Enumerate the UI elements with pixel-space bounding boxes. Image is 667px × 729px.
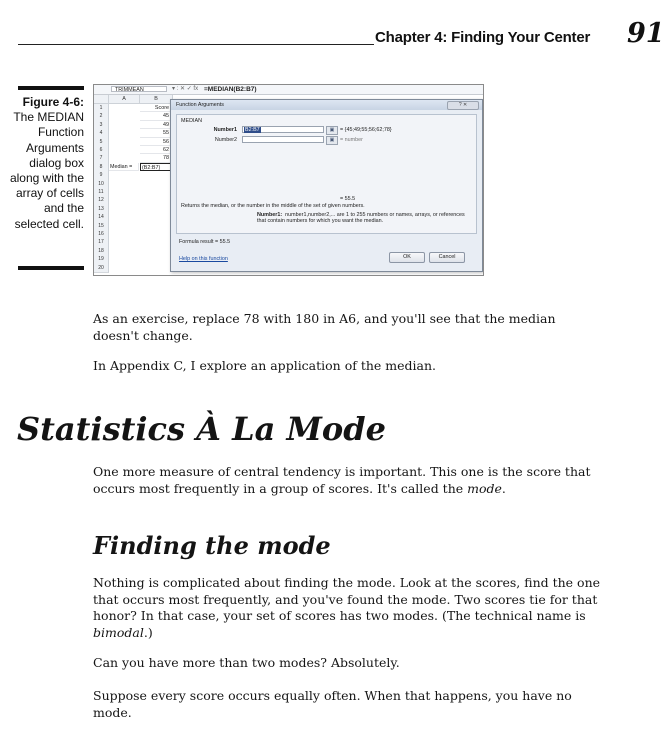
figure-caption [2,95,84,232]
row-header[interactable]: 16 [94,230,109,239]
row-header[interactable]: 11 [94,188,109,197]
row-header[interactable]: 8 [94,163,109,172]
row-header[interactable]: 14 [94,213,109,222]
collapse-dialog-icon[interactable]: ▣ [326,126,338,135]
row-header[interactable]: 20 [94,264,109,273]
cell-score[interactable]: 56 [140,138,172,146]
paragraph-text: . [501,480,506,496]
number1-value: B2:B7 [245,127,260,133]
row-header[interactable]: 10 [94,180,109,189]
paragraph: As an exercise, replace 78 with 180 in A6, and you'll see that the median doesn't change. [93,311,556,343]
argument-help-label: Number1: [257,212,283,218]
function-arguments-dialog [170,99,483,272]
collapse-dialog-icon[interactable]: ▣ [326,136,338,145]
formula-bar-icons[interactable]: ▾ : ✕ ✓ fx [172,86,199,92]
ok-button[interactable]: OK [389,252,425,263]
cell-score[interactable]: 45 [140,112,172,120]
row-header[interactable]: 9 [94,171,109,180]
paragraph: Suppose every score occurs equally often. When that happens, you have no mode. [93,688,572,720]
dialog-help-close-buttons[interactable]: ? ✕ [447,101,479,110]
active-cell-b8[interactable]: (B2:B7) [140,163,172,171]
formula-input[interactable]: =MEDIAN(B2:B7) [204,86,257,93]
row-header[interactable]: 15 [94,222,109,231]
row-header[interactable]: 3 [94,121,109,130]
formula-result: Formula result = 55.5 [179,239,231,245]
number2-label: Number2 [214,137,237,143]
row-header[interactable]: 1 [94,104,109,113]
function-description: Returns the median, or the number in the middle of the set of given numbers. [181,203,365,209]
help-on-function-link[interactable]: Help on this function [179,256,228,262]
row-header[interactable]: 13 [94,205,109,214]
cell-score[interactable]: 55 [140,129,172,137]
cell-b1-score-header[interactable]: Score [140,104,172,112]
paragraph-text: .) [143,624,153,640]
number1-input[interactable] [242,126,324,133]
page-number: 91 [627,18,665,49]
paragraph [93,575,603,641]
subsection-heading: Finding the mode [93,531,331,560]
chapter-title: Chapter 4: Finding Your Center [375,29,591,46]
number1-result: = {45;49;55;56;62;78} [340,127,392,133]
column-header-b[interactable]: B [140,95,173,104]
argument-help [257,212,472,224]
row-header[interactable]: 19 [94,255,109,264]
number2-result: = number [340,137,363,143]
row-header[interactable]: 6 [94,146,109,155]
emphasis: mode [467,480,502,496]
column-header-a[interactable]: A [109,95,140,104]
emphasis: bimodal [93,624,144,640]
cell-score[interactable]: 49 [140,121,172,129]
header-rule [18,44,374,45]
caption-bar-top [18,86,84,90]
cell-a8-median-label[interactable]: Median = [109,163,139,171]
row-header[interactable]: 7 [94,154,109,163]
section-heading: Statistics À La Mode [17,410,386,448]
row-header[interactable]: 2 [94,112,109,121]
row-header[interactable]: 18 [94,247,109,256]
select-all-corner[interactable] [94,95,109,104]
number2-input[interactable] [242,136,324,143]
caption-bar-bottom [18,266,84,270]
name-box[interactable]: TRIMMEAN [111,86,167,92]
paragraph-text: One more measure of central tendency is important. This one is the score that occurs most frequently in a group of scores. It's called the [93,464,591,496]
dialog-title[interactable]: Function Arguments [171,100,482,110]
excel-screenshot [93,84,484,276]
paragraph-text: Nothing is complicated about finding the mode. Look at the scores, find the one that occurs most frequently, and you've found the mode. Two scores tie for that honor? In that case, your set of scores has two modes. (The technical name is [93,575,601,623]
arguments-group [176,114,477,234]
paragraph: In Appendix C, I explore an application of the median. [93,358,437,373]
cell-score[interactable]: 62 [140,146,172,154]
figure-label: Figure 4-6: [22,95,84,109]
function-name: MEDIAN [181,118,202,124]
formula-bar [94,85,483,95]
argument-help-text: number1,number2,... are 1 to 255 numbers or names, arrays, or references that contain numbers for which you want the median. [257,212,465,224]
cell-score[interactable]: 78 [140,154,172,162]
row-header[interactable]: 12 [94,196,109,205]
paragraph: Can you have more than two modes? Absolutely. [93,655,400,670]
row-header[interactable]: 5 [94,138,109,147]
row-header[interactable]: 4 [94,129,109,138]
cancel-button[interactable]: Cancel [429,252,465,263]
figure-caption-text: The MEDIAN Function Arguments dialog box along with the array of cells and the selected cell. [9,110,84,231]
function-result: = 55.5 [340,196,356,202]
number1-label: Number1 [213,127,237,133]
row-header[interactable]: 17 [94,238,109,247]
paragraph [93,464,603,497]
